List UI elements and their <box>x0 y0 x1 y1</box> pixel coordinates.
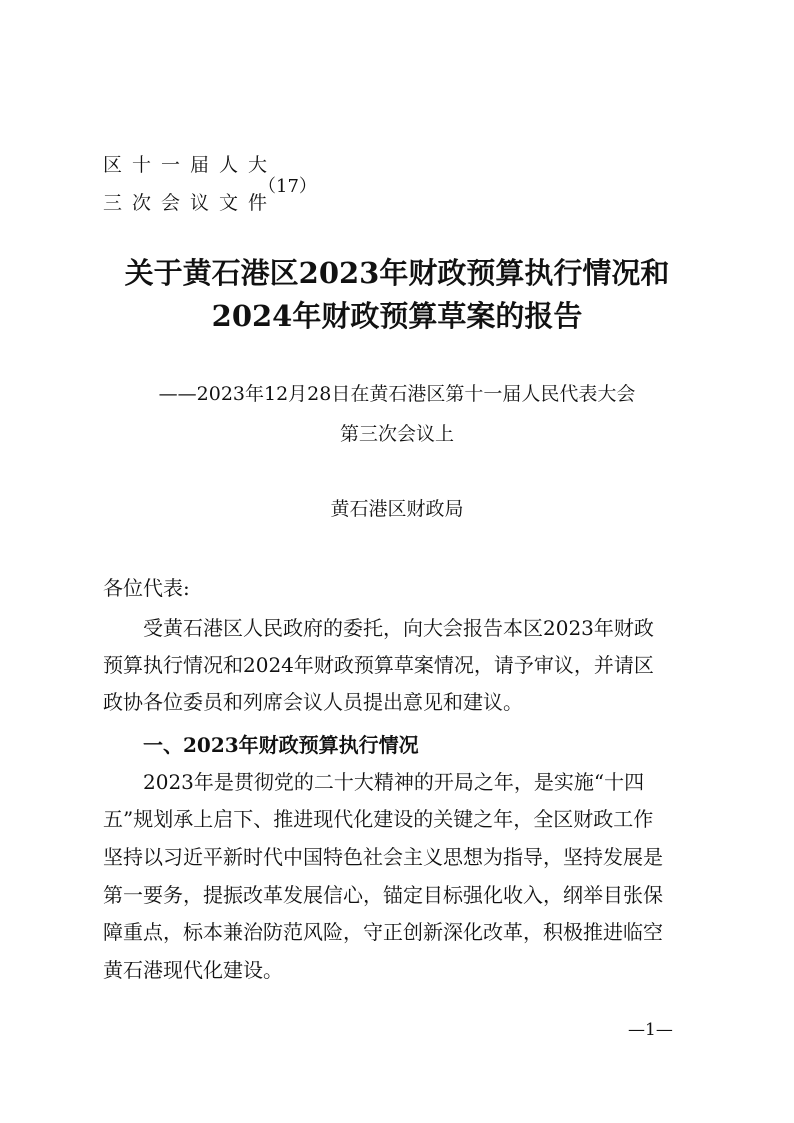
para2-line: 黄石港现代化建设。 <box>103 958 283 982</box>
para2-line: 坚持以习近平新时代中国特色社会主义思想为指导，坚持发展是 <box>103 845 663 869</box>
para2-line: 五”规划承上启下、推进现代化建设的关键之年，全区财政工作 <box>103 807 654 831</box>
para1-line: 预算执行情况和2024年财政预算草案情况，请予审议，并请区 <box>103 653 654 677</box>
para2-line: 障重点，标本兼治防范风险，守正创新深化改革，积极推进临空 <box>103 920 663 944</box>
para2-line: 第一要务，提振改革发展信心，锚定目标强化收入，纲举目张保 <box>103 883 663 907</box>
subtitle-line1: ——2023年12月28日在黄石港区第十一届人民代表大会 <box>158 383 636 405</box>
author: 黄石港区财政局 <box>330 498 464 520</box>
section-heading: 一、2023年财政预算执行情况 <box>143 733 419 757</box>
doc-number: （17） <box>258 176 317 197</box>
para1-line: 政协各位委员和列席会议人员提出意见和建议。 <box>103 690 523 714</box>
doc-label-line1: 区十一届人大 <box>103 154 278 176</box>
page-number: —1— <box>628 1020 673 1040</box>
doc-label-line2: 三次会议文件 <box>103 192 278 214</box>
report-title-line2: 2024年财政预算草案的报告 <box>211 299 583 333</box>
salutation: 各位代表: <box>103 576 190 600</box>
report-title-line1: 关于黄石港区2023年财政预算执行情况和 <box>124 256 670 290</box>
para1-line: 受黄石港区人民政府的委托，向大会报告本区2023年财政 <box>143 616 654 640</box>
para2-line: 2023年是贯彻党的二十大精神的开局之年，是实施“十四 <box>143 770 645 794</box>
subtitle-line2: 第三次会议上 <box>339 423 454 445</box>
